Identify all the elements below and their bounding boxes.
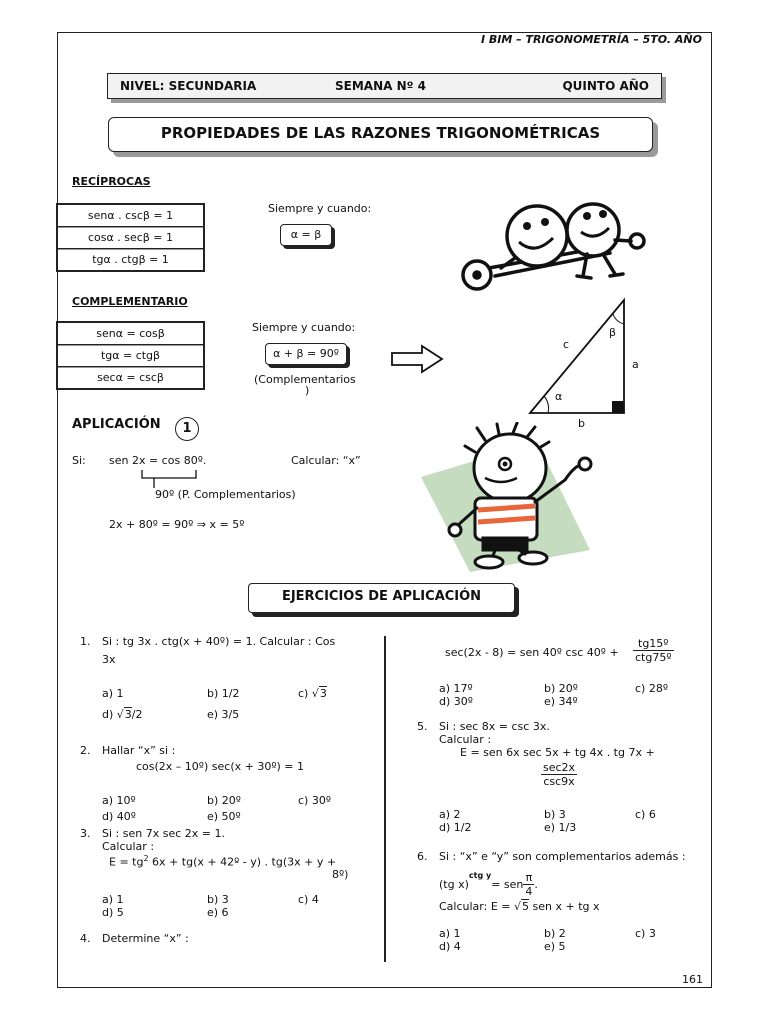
q4-equation: sec(2x - 8) = sen 40º csc 40º + [445, 646, 619, 659]
q5-option-c: c) 6 [635, 808, 656, 821]
q2-option-e: e) 50º [207, 810, 241, 823]
q4-text: Determine “x” : [102, 932, 189, 945]
grade-label: QUINTO AÑO [562, 79, 649, 93]
q6-option-c: c) 3 [635, 927, 656, 940]
q1-option-d: d) √3/2 [102, 708, 143, 721]
q1-text-cont: 3x [102, 653, 116, 666]
q3-equation-cont: 8º) [332, 868, 349, 881]
q4-option-a: a) 17º [439, 682, 473, 695]
complementario-cond: α + β = 90º [265, 343, 347, 365]
bracket-connector [134, 468, 204, 490]
table-row: secα = cscβ [97, 371, 164, 384]
q6-option-a: a) 1 [439, 927, 461, 940]
q4-fraction: tg15º ctg75º [635, 637, 672, 664]
q3-option-a: a) 1 [102, 893, 124, 906]
q3-equation: $E = tg^2$ 6x + tg(x + 42º - y) . tg(3x + y + [109, 854, 337, 869]
aplicacion-result: 2x + 80º = 90º ⇒ x = 5º [109, 518, 245, 531]
triangle-angle-beta: β [609, 326, 617, 339]
q5-calcular: Calcular : [439, 733, 492, 746]
q5-option-b: b) 3 [544, 808, 566, 821]
column-divider [384, 636, 386, 962]
q4-number: 4. [80, 932, 91, 945]
week-label: SEMANA Nº 4 [335, 79, 426, 93]
page-number: 161 [682, 973, 703, 986]
q2-text: Hallar “x” si : [102, 744, 176, 757]
table-row: tgα . ctgβ = 1 [92, 253, 169, 266]
q2-option-c: c) 30º [298, 794, 332, 807]
table-row: senα = cosβ [58, 323, 203, 345]
table-row: senα . cscβ = 1 [58, 205, 203, 227]
q1-option-a: a) 1 [102, 687, 124, 700]
q2-equation: cos(2x – 10º) sec(x + 30º) = 1 [136, 760, 305, 773]
right-arrow-icon [390, 344, 446, 374]
q5-option-d: d) 1/2 [439, 821, 472, 834]
complementario-note: (Complementarios [254, 373, 356, 386]
q6-option-d: d) 4 [439, 940, 461, 953]
q3-text: Si : sen 7x sec 2x = 1. [102, 827, 225, 840]
q2-option-d: d) 40º [102, 810, 136, 823]
triangle-side-a: a [632, 358, 639, 371]
q5-text: Si : sec 8x = csc 3x. [439, 720, 550, 733]
reciprocas-cond-label: Siempre y cuando: [268, 202, 372, 215]
aplicacion-brace-note: 90º (P. Complementarios) [155, 488, 296, 501]
ejercicios-title: EJERCICIOS DE APLICACIÓN [248, 583, 515, 613]
q3-option-e: e) 6 [207, 906, 229, 919]
q4-option-d: d) 30º [439, 695, 473, 708]
q1-text: Si : tg 3x . ctg(x + 40º) = 1. Calcular : Cos [102, 635, 336, 648]
q3-calcular: Calcular : [102, 840, 155, 853]
reciprocas-cond: α = β [280, 224, 332, 246]
q3-option-b: b) 3 [207, 893, 229, 906]
aplicacion-calcular: Calcular: “x” [291, 454, 361, 467]
q2-option-a: a) 10º [102, 794, 136, 807]
table-row: cosα . secβ = 1 [58, 227, 203, 249]
q1-number: 1. [80, 635, 91, 648]
triangle-angle-alpha: α [555, 390, 563, 403]
q4-option-c: c) 28º [635, 682, 669, 695]
aplicacion-equation: sen 2x = cos 80º. [109, 454, 207, 467]
q2-option-b: b) 20º [207, 794, 241, 807]
triangle-side-b: b [578, 417, 585, 430]
q6-calcular: Calcular: E = √5 sen x + tg x [439, 900, 600, 913]
aplicacion-number: 1 [175, 417, 199, 441]
q3-option-c: c) 4 [298, 893, 319, 906]
level-bar [107, 73, 662, 99]
aplicacion-si: Si: [72, 454, 86, 467]
q6-number: 6. [417, 850, 428, 863]
cartoon-boy-waving-illustration [415, 422, 600, 572]
complementario-cond-label: Siempre y cuando: [252, 321, 356, 334]
q1-option-c: c) √3 [298, 687, 327, 700]
right-triangle-diagram [520, 290, 650, 435]
page-title: PROPIEDADES DE LAS RAZONES TRIGONOMÉTRICAS [108, 117, 653, 152]
q5-number: 5. [417, 720, 428, 733]
q5-option-a: a) 2 [439, 808, 461, 821]
q4-option-b: b) 20º [544, 682, 578, 695]
complementario-note-close: ) [305, 384, 310, 397]
q3-option-d: d) 5 [102, 906, 124, 919]
q1-option-b: b) 1/2 [207, 687, 240, 700]
q2-number: 2. [80, 744, 91, 757]
q6-option-e: e) 5 [544, 940, 566, 953]
aplicacion-heading: APLICACIÓN [72, 417, 161, 432]
running-header: I BIM – TRIGONOMETRÍA – 5TO. AÑO [480, 33, 702, 46]
q4-option-e: e) 34º [544, 695, 578, 708]
q6-option-b: b) 2 [544, 927, 566, 940]
q5-equation: E = sen 6x sec 5x + tg 4x . tg 7x + [460, 746, 655, 759]
q1-option-e: e) 3/5 [207, 708, 240, 721]
q5-fraction: sec2x csc9x [543, 761, 576, 788]
cartoon-wheelbarrow-illustration [455, 198, 655, 294]
table-row: tgα = ctgβ [58, 345, 203, 367]
triangle-side-c: c [563, 338, 570, 351]
q6-equation: (tg x) $^{ctg y}$ = sen $\frac{\pi}{4}$ . [439, 871, 538, 898]
complementario-table [56, 321, 205, 390]
q6-text: Si : “x” e “y” son complementarios además : [439, 850, 686, 863]
complementario-heading: COMPLEMENTARIO [72, 295, 188, 308]
level-label: NIVEL: SECUNDARIA [120, 79, 257, 93]
reciprocas-heading: RECÍPROCAS [72, 175, 151, 188]
reciprocas-table [56, 203, 205, 272]
q5-option-e: e) 1/3 [544, 821, 577, 834]
q3-number: 3. [80, 827, 91, 840]
